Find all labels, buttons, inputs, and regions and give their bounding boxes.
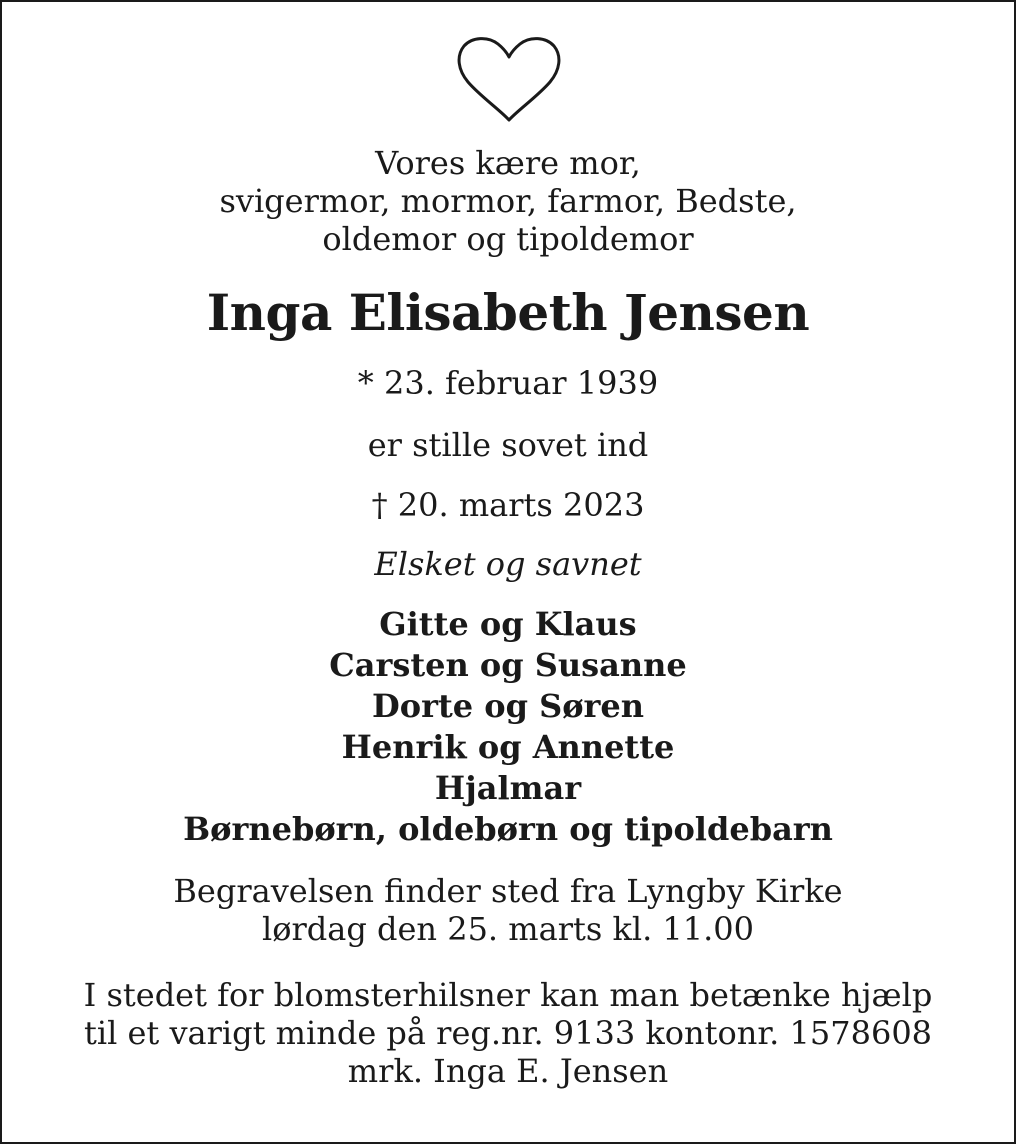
intro-line: Vores kære mor, xyxy=(375,144,641,182)
donation-line: til et varigt minde på reg.nr. 9133 kontonr. 1578608 xyxy=(83,1014,933,1052)
funeral-line: lørdag den 25. marts kl. 11.00 xyxy=(261,910,755,948)
intro-text xyxy=(2,144,1014,258)
mourner-name: Dorte og Søren xyxy=(371,687,645,725)
mourner-name: Henrik og Annette xyxy=(341,728,675,766)
donation-info xyxy=(2,976,1014,1090)
heart-icon xyxy=(456,36,562,124)
funeral-info xyxy=(2,872,1014,948)
mourner-name: Carsten og Susanne xyxy=(329,646,687,684)
funeral-line: Begravelsen finder sted fra Lyngby Kirke xyxy=(173,872,843,910)
passed-away-text: er stille sovet ind xyxy=(367,426,649,464)
loved-and-missed: Elsket og savnet xyxy=(374,545,642,583)
mourner-name: Gitte og Klaus xyxy=(379,605,637,643)
deceased-name: Inga Elisabeth Jensen xyxy=(206,283,810,342)
intro-line: svigermor, mormor, farmor, Bedste, xyxy=(219,182,797,220)
death-date: † 20. marts 2023 xyxy=(371,486,645,524)
mourner-name: Børnebørn, oldebørn og tipoldebarn xyxy=(183,810,833,848)
intro-line: oldemor og tipoldemor xyxy=(322,220,694,258)
mourners-list xyxy=(2,604,1014,850)
donation-line: mrk. Inga E. Jensen xyxy=(347,1052,669,1090)
birth-date: * 23. februar 1939 xyxy=(357,364,659,402)
mourner-name: Hjalmar xyxy=(434,769,582,807)
donation-line: I stedet for blomsterhilsner kan man betænke hjælp xyxy=(83,976,933,1014)
